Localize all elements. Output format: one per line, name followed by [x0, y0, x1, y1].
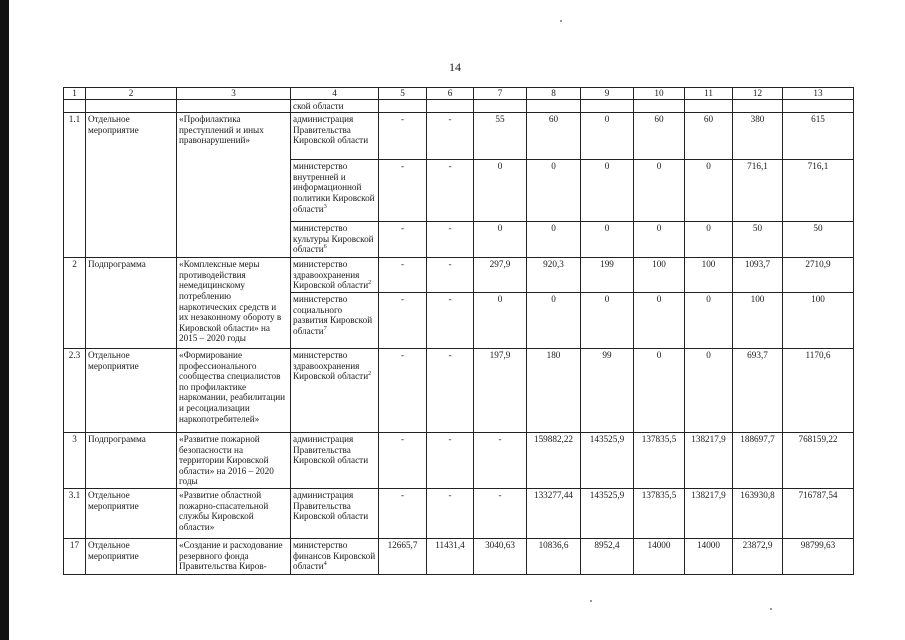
row-type: Подпрограмма [86, 258, 177, 349]
row-type: Отдельное мероприятие [86, 113, 177, 258]
page-number: 14 [449, 60, 461, 74]
value-cell: 297,9 [474, 258, 527, 293]
value-cell: 60 [634, 113, 685, 160]
value-cell: 380 [733, 113, 783, 160]
value-cell: - [474, 432, 527, 488]
value-cell: 0 [581, 292, 634, 348]
value-cell: - [379, 258, 427, 293]
executor-cell [291, 348, 379, 432]
header-cell: 2 [86, 88, 177, 100]
executor-cell: администрация Правительства Кировской области [291, 488, 379, 538]
value-cell: 0 [685, 292, 733, 348]
row-name: «Развитие пожарной безопасности на территории Кировской области» на 2016 – 2020 годы [177, 432, 291, 488]
value-cell: 138217,9 [685, 488, 733, 538]
row-type: Подпрограмма [86, 432, 177, 488]
value-cell: 163930,8 [733, 488, 783, 538]
header-cell: 11 [685, 88, 733, 100]
header-cell: 1 [64, 88, 86, 100]
footnote-mark: 4 [323, 561, 327, 568]
scan-edge-bar [0, 0, 9, 640]
row-number: 17 [64, 538, 86, 574]
value-cell: - [379, 488, 427, 538]
header-cell: 7 [474, 88, 527, 100]
value-cell: 138217,9 [685, 432, 733, 488]
value-cell: 143525,9 [581, 432, 634, 488]
value-cell: 0 [527, 222, 581, 258]
budget-table [63, 87, 854, 575]
value-cell: 0 [581, 160, 634, 222]
footnote-mark: 7 [323, 325, 327, 332]
row-name: «Комплексные меры противодействия немедицинскому потреблению наркотических средств и их незаконному обороту в Кировской области» на 2015 – 2020 годы [177, 258, 291, 349]
executor-text: министерство здравоохранения Кировской области [293, 349, 369, 382]
value-cell: - [427, 113, 474, 160]
value-cell: 197,9 [474, 348, 527, 432]
header-row [64, 88, 854, 100]
footnote-mark: 2 [368, 371, 372, 378]
value-cell: 11431,4 [427, 538, 474, 574]
header-cell: 9 [581, 88, 634, 100]
value-cell: 100 [685, 258, 733, 293]
executor-cell [291, 538, 379, 574]
table-row [64, 538, 854, 574]
value-cell: - [474, 488, 527, 538]
row-type: Отдельное мероприятие [86, 348, 177, 432]
value-cell: 55 [474, 113, 527, 160]
row-number: 3 [64, 432, 86, 488]
executor-text: министерство внутренней и информационной политики Кировской области [293, 161, 375, 214]
table-row [64, 432, 854, 488]
value-cell: 0 [634, 160, 685, 222]
executor-text: министерство здравоохранения Кировской области [293, 259, 369, 291]
value-cell: 0 [685, 160, 733, 222]
value-cell: 0 [634, 348, 685, 432]
table-row [64, 488, 854, 538]
scan-speck [770, 608, 772, 610]
table-row [64, 113, 854, 160]
value-cell: 3040,63 [474, 538, 527, 574]
header-cell: 6 [427, 88, 474, 100]
value-cell: 60 [685, 113, 733, 160]
executor-cell: администрация Правительства Кировской области [291, 432, 379, 488]
value-cell: 12665,7 [379, 538, 427, 574]
value-cell: - [379, 348, 427, 432]
value-cell: 50 [783, 222, 854, 258]
value-cell: 716787,54 [783, 488, 854, 538]
value-cell: 716,1 [783, 160, 854, 222]
value-cell: 137835,5 [634, 432, 685, 488]
value-cell: - [379, 160, 427, 222]
value-cell: - [427, 488, 474, 538]
value-cell: 100 [783, 292, 854, 348]
value-cell: 0 [474, 292, 527, 348]
footnote-mark: 2 [368, 280, 372, 287]
executor-text: министерство социального развития Кировской области [293, 293, 373, 336]
value-cell: 14000 [685, 538, 733, 574]
value-cell: 1170,6 [783, 348, 854, 432]
value-cell: 100 [733, 292, 783, 348]
value-cell: 0 [685, 222, 733, 258]
value-cell: 0 [581, 113, 634, 160]
value-cell: 8952,4 [581, 538, 634, 574]
value-cell: 0 [474, 222, 527, 258]
value-cell: - [379, 292, 427, 348]
value-cell: 0 [527, 160, 581, 222]
value-cell: 23872,9 [733, 538, 783, 574]
value-cell: 10836,6 [527, 538, 581, 574]
value-cell: 98799,63 [783, 538, 854, 574]
value-cell: - [427, 292, 474, 348]
value-cell: 0 [634, 292, 685, 348]
value-cell: 0 [581, 222, 634, 258]
scan-speck [560, 20, 562, 22]
row-type: Отдельное мероприятие [86, 538, 177, 574]
value-cell: 716,1 [733, 160, 783, 222]
value-cell: - [427, 432, 474, 488]
table-row [64, 99, 854, 113]
value-cell: 99 [581, 348, 634, 432]
executor-cell [291, 258, 379, 293]
row-number: 3.1 [64, 488, 86, 538]
value-cell: 50 [733, 222, 783, 258]
executor-cell: ской области [291, 99, 379, 113]
executor-text: министерство финансов Кировской области [293, 539, 376, 572]
value-cell: - [427, 258, 474, 293]
row-number: 2 [64, 258, 86, 349]
value-cell: - [427, 348, 474, 432]
value-cell: 188697,7 [733, 432, 783, 488]
row-name: «Формирование профессионального сообщества специалистов по профилактике наркомании, реабилитации и ресоциализации наркопотребителей» [177, 348, 291, 432]
footnote-mark: 6 [323, 244, 327, 251]
table-row [64, 258, 854, 293]
row-name: «Профилактика преступлений и иных правонарушений» [177, 113, 291, 258]
value-cell: 133277,44 [527, 488, 581, 538]
table-row [64, 348, 854, 432]
executor-text: министерство культуры Кировской области [293, 223, 374, 255]
value-cell: - [427, 222, 474, 258]
header-cell: 13 [783, 88, 854, 100]
value-cell: 2710,9 [783, 258, 854, 293]
value-cell: - [379, 222, 427, 258]
header-cell: 8 [527, 88, 581, 100]
executor-cell: администрация Правительства Кировской области [291, 113, 379, 160]
row-type: Отдельное мероприятие [86, 488, 177, 538]
value-cell: 615 [783, 113, 854, 160]
value-cell: 180 [527, 348, 581, 432]
header-cell: 4 [291, 88, 379, 100]
row-number: 2.3 [64, 348, 86, 432]
value-cell: 0 [474, 160, 527, 222]
value-cell: 1093,7 [733, 258, 783, 293]
value-cell: 0 [685, 348, 733, 432]
header-cell: 5 [379, 88, 427, 100]
value-cell: 100 [634, 258, 685, 293]
value-cell: - [379, 432, 427, 488]
executor-cell [291, 160, 379, 222]
header-cell: 10 [634, 88, 685, 100]
value-cell: 0 [634, 222, 685, 258]
value-cell: 137835,5 [634, 488, 685, 538]
value-cell: - [427, 160, 474, 222]
value-cell: 199 [581, 258, 634, 293]
header-cell: 3 [177, 88, 291, 100]
row-name: «Создание и расходование резервного фонда Правительства Киров- [177, 538, 291, 574]
value-cell: 143525,9 [581, 488, 634, 538]
header-cell: 12 [733, 88, 783, 100]
value-cell: 0 [527, 292, 581, 348]
value-cell: 159882,22 [527, 432, 581, 488]
value-cell: 920,3 [527, 258, 581, 293]
footnote-mark: 3 [323, 203, 327, 210]
row-name: «Развитие областной пожарно-спасательной службы Кировской области» [177, 488, 291, 538]
value-cell: 768159,22 [783, 432, 854, 488]
value-cell: 14000 [634, 538, 685, 574]
executor-cell [291, 292, 379, 348]
row-number: 1.1 [64, 113, 86, 258]
executor-cell [291, 222, 379, 258]
value-cell: - [379, 113, 427, 160]
value-cell: 693,7 [733, 348, 783, 432]
value-cell: 60 [527, 113, 581, 160]
scan-speck [590, 600, 592, 602]
